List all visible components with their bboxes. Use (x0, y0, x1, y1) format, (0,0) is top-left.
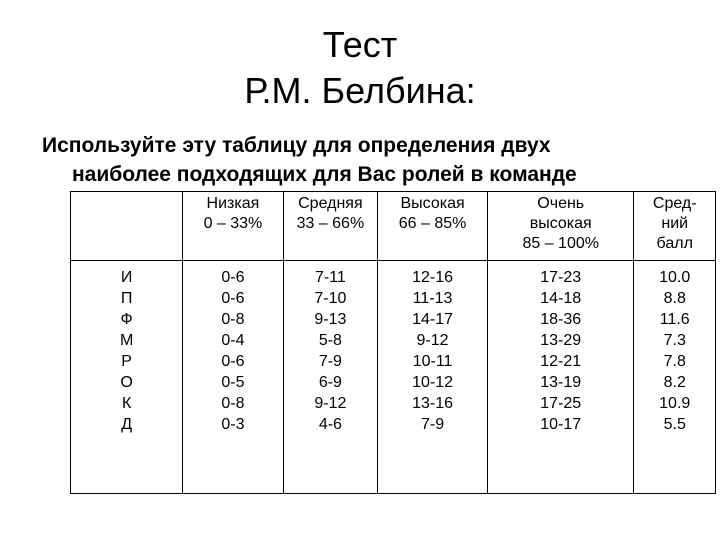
very-high-value: 13-29 (540, 332, 582, 349)
average-value: 7.8 (663, 353, 686, 370)
low-value: 0-8 (221, 395, 245, 412)
medium-value: 7-11 (314, 269, 346, 286)
column-very-high (487, 261, 633, 494)
instruction-line-1: Используйте эту таблицу для определения двух (42, 134, 551, 157)
header-medium-range: 33 – 66% (296, 215, 365, 232)
header-average-label-1: Сред- (652, 195, 697, 212)
low-value: 0-8 (221, 311, 245, 328)
table-body-row (71, 261, 716, 494)
low-value: 0-5 (221, 374, 245, 391)
header-high-label: Высокая (400, 195, 465, 212)
column-average (634, 261, 716, 494)
medium-value: 7-10 (314, 290, 347, 307)
column-high (378, 261, 488, 494)
header-high-range: 66 – 85% (398, 215, 467, 232)
medium-value: 6-9 (318, 374, 342, 391)
low-value: 0-6 (221, 269, 245, 286)
high-value: 10-11 (412, 353, 453, 370)
average-value: 10.9 (659, 395, 691, 412)
medium-value: 9-13 (314, 311, 347, 328)
role-value: Д (121, 416, 133, 433)
average-value: 5.5 (663, 416, 686, 433)
low-value: 0-3 (221, 416, 245, 433)
high-value: 14-17 (412, 311, 454, 328)
average-value: 10.0 (659, 269, 691, 286)
very-high-value: 13-19 (540, 374, 582, 391)
title-line-2: Р.М. Белбина: (244, 70, 476, 111)
average-value: 8.8 (663, 290, 686, 307)
average-value: 7.3 (663, 332, 686, 349)
header-medium (283, 192, 378, 261)
column-medium (283, 261, 378, 494)
role-value: П (120, 290, 133, 307)
scores-table-container (70, 191, 716, 494)
very-high-value: 18-36 (540, 311, 582, 328)
very-high-value: 14-18 (540, 290, 582, 307)
average-value: 11.6 (659, 311, 690, 328)
role-value: К (121, 395, 132, 412)
high-value: 9-12 (416, 332, 449, 349)
column-roles (71, 261, 183, 494)
header-very-high-label-1: Очень (537, 195, 585, 212)
low-value: 0-6 (221, 290, 245, 307)
title-line-1: Тест (322, 24, 398, 65)
role-value: И (120, 269, 133, 286)
header-low-range: 0 – 33% (203, 215, 263, 232)
high-value: 13-16 (412, 395, 454, 412)
header-average-label-2: ний (661, 215, 689, 232)
header-empty (71, 192, 183, 261)
low-value: 0-6 (221, 353, 245, 370)
header-low (183, 192, 283, 261)
header-very-high-range: 85 – 100% (522, 235, 599, 252)
medium-value: 5-8 (318, 332, 342, 349)
header-high (378, 192, 488, 261)
low-value: 0-4 (221, 332, 245, 349)
high-value: 10-12 (412, 374, 454, 391)
role-value: О (120, 374, 133, 391)
medium-value: 7-9 (318, 353, 342, 370)
very-high-value: 12-21 (540, 353, 582, 370)
slide-title (0, 22, 720, 114)
very-high-value: 10-17 (540, 416, 582, 433)
very-high-value: 17-23 (540, 269, 582, 286)
medium-value: 4-6 (318, 416, 342, 433)
very-high-value: 17-25 (540, 395, 582, 412)
role-value: Ф (120, 311, 133, 328)
high-value: 12-16 (412, 269, 454, 286)
instruction-line-2: наиболее подходящих для Вас ролей в команде (72, 163, 577, 186)
role-value: М (119, 332, 134, 349)
medium-value: 9-12 (314, 395, 347, 412)
role-value: Р (121, 353, 132, 370)
header-very-high-label-2: высокая (529, 215, 592, 232)
high-value: 7-9 (420, 416, 445, 433)
header-medium-label: Средняя (298, 195, 363, 212)
header-average (634, 192, 716, 261)
average-value: 8.2 (663, 374, 686, 391)
high-value: 11-13 (412, 290, 453, 307)
header-very-high (487, 192, 633, 261)
header-low-label: Низкая (206, 195, 260, 212)
scores-table (70, 191, 716, 494)
column-low (183, 261, 283, 494)
header-average-label-3: балл (656, 235, 693, 252)
table-header-row (71, 192, 716, 261)
instruction-text (42, 131, 682, 189)
